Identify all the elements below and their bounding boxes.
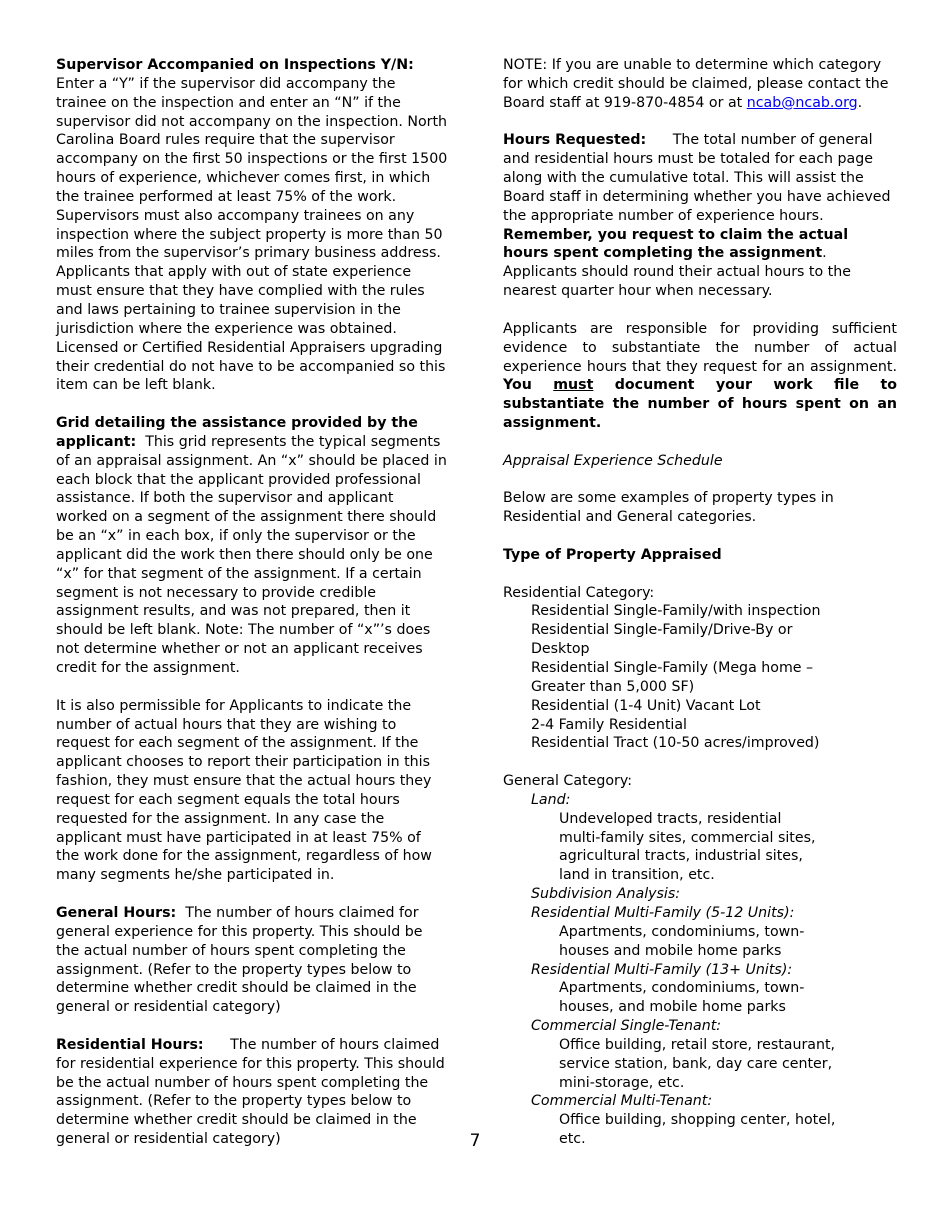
left-column bbox=[56, 56, 448, 1168]
responsible-must: must bbox=[553, 377, 594, 394]
grid-body: This grid represents the typical segments of an appraisal assignment. An “x” should be placed in each block that the applicant provided professional assistance. If both the supervisor and applicant worked on a segment of the assignment there should be an “x” in each box, if only the supervisor or the applicant did the work then there should only be one “x” for that segment of the assignment. If a certain segment is not necessary to provide credible assignment results, and was not prepared, then it should be left blank. Note: The number of “x”’s does not determine whether or not an applicant receives credit for the assignment. bbox=[56, 433, 447, 676]
supervisor-section bbox=[56, 56, 448, 395]
general-hours-body: The number of hours claimed for general experience for this property. This should be the actual number of hours spent completing the assignment. (Refer to the property types below to determine whether credit should be claimed in the general or residential category) bbox=[56, 904, 423, 1016]
right-column bbox=[503, 56, 897, 1149]
hours-requested-remember: Remember, you request to claim the actual hours spent completing the assignment bbox=[503, 226, 849, 262]
note-end: . bbox=[857, 94, 863, 111]
list-item: Residential Single-Family/Drive-By or Desktop bbox=[531, 622, 793, 658]
residential-hours-body: The number of hours claimed for residential experience for this property. This should be the actual number of hours spent completing the assignment. (Refer to the property types below to determine whether credit should be claimed in the general or residential category) bbox=[56, 1036, 445, 1148]
grid-heading: Grid detailing the assistance provided by the applicant: bbox=[56, 415, 418, 450]
schedule-title: Appraisal Experience Schedule bbox=[503, 452, 723, 469]
grid-section bbox=[56, 414, 448, 678]
list-item: 2-4 Family Residential bbox=[531, 716, 687, 733]
supervisor-body: Enter a “Y” if the supervisor did accompany the trainee on the inspection and enter an “N” if the supervisor did not accompany on the inspection. North Carolina Board rules require that the supervisor accompany on the first 50 inspections or the first 1500 hours of experience, whichever comes first, in which the trainee performed at least 75% of the work. Supervisors must also accompany trainees on any inspection where the subject property is more than 50 miles from the supervisor’s primary business address. Applicants that apply with out of state experience must ensure that they have complied with the rules and laws pertaining to trainee supervision in the jurisdiction where the experience was obtained. Licensed or Certified Residential Appraisers upgrading their credential do not have to be accompanied so this item can be left blank. bbox=[56, 75, 448, 394]
page-number: 7 bbox=[469, 1131, 481, 1151]
general-group-desc: Office building, shopping center, hotel, etc. bbox=[559, 1112, 836, 1148]
hours-requested-body: The total number of general and residential hours must be totaled for each page along with the cumulative total. This will assist the Board staff in determining whether you have achieved the appropriate number of experience hours. bbox=[503, 132, 891, 224]
responsible-section bbox=[503, 320, 897, 433]
responsible-body: Applicants are responsible for providing sufficient evidence to substantiate the number of actual experience hours that they request for an assignment. bbox=[503, 320, 897, 375]
responsible-bold-2: document your work file to substantiate the number of hours spent on an assignment. bbox=[503, 377, 897, 432]
list-item: Residential Single-Family (Mega home – Greater than 5,000 SF) bbox=[531, 660, 814, 695]
general-group-desc: Apartments, condominiums, town-houses and mobile home parks bbox=[559, 923, 805, 959]
general-group-title: Subdivision Analysis: bbox=[531, 886, 681, 903]
hours-requested-heading: Hours Requested: bbox=[503, 132, 647, 149]
hours-requested-end: . Applicants should round their actual hours to the nearest quarter hour when necessary. bbox=[503, 245, 851, 300]
residential-category bbox=[503, 584, 897, 754]
general-category bbox=[503, 772, 897, 1149]
note-section bbox=[503, 56, 897, 113]
general-group-title: Commercial Multi-Tenant: bbox=[531, 1093, 713, 1110]
supervisor-heading: Supervisor Accompanied on Inspections Y/N: bbox=[56, 57, 414, 73]
general-hours-heading: General Hours: bbox=[56, 904, 177, 921]
permissible-section bbox=[56, 697, 448, 885]
responsible-bold-1: You bbox=[503, 377, 554, 394]
general-group-desc: Apartments, condominiums, town-houses, and mobile home parks bbox=[559, 980, 805, 1016]
list-item: Residential (1-4 Unit) Vacant Lot bbox=[531, 697, 761, 714]
type-heading: Type of Property Appraised bbox=[503, 546, 722, 563]
general-group-title: Commercial Single-Tenant: bbox=[531, 1018, 722, 1035]
general-group-title: Land: bbox=[531, 791, 571, 808]
general-group-desc: Office building, retail store, restaurant, service station, bank, day care center, mini-storage, etc. bbox=[559, 1036, 836, 1091]
general-group-desc: Undeveloped tracts, residential multi-family sites, commercial sites, agricultural tracts, industrial sites, land in transition, etc. bbox=[559, 810, 816, 884]
general-hours-section bbox=[56, 904, 448, 1017]
general-group-title: Residential Multi-Family (13+ Units): bbox=[531, 961, 793, 978]
general-label: General Category: bbox=[503, 773, 632, 790]
residential-label: Residential Category: bbox=[503, 584, 655, 601]
list-item: Residential Tract (10-50 acres/improved) bbox=[531, 735, 820, 752]
examples-intro: Below are some examples of property types in Residential and General categories. bbox=[503, 490, 834, 526]
permissible-body: It is also permissible for Applicants to indicate the number of actual hours that they are wishing to request for each segment of the assignment. If the applicant chooses to report their participation in this fashion, they must ensure that the actual hours they request for each segment equals the total hours requested for the assignment. In any case the applicant must have participated in at least 75% of the work done for the assignment, regardless of how many segments he/she participated in. bbox=[56, 697, 432, 884]
hours-requested-section bbox=[503, 131, 897, 301]
residential-hours-heading: Residential Hours: bbox=[56, 1036, 204, 1053]
list-item: Residential Single-Family/with inspection bbox=[531, 603, 821, 620]
email-link[interactable]: ncab@ncab.org bbox=[746, 94, 858, 111]
note-body: NOTE: If you are unable to determine which category for which credit should be claimed, please contact the Board staff at 919-870-4854 or at bbox=[503, 57, 889, 111]
general-group-title: Residential Multi-Family (5-12 Units): bbox=[531, 904, 795, 921]
